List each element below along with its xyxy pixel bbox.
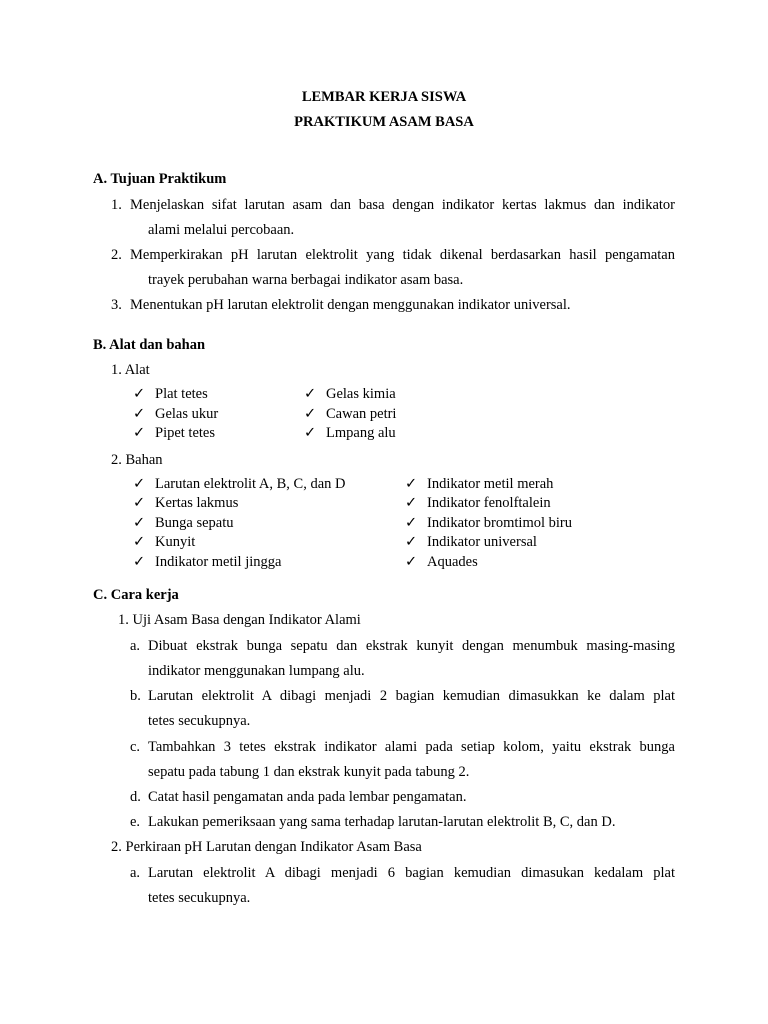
langkah-e-letter: e. (130, 814, 141, 830)
checkmark-icon: ✓ (405, 476, 418, 492)
langkah-2a-line-1: Larutan elektrolit A dibagi menjadi 6 bagian kemudian dimasukan kedalam plat (148, 865, 675, 881)
checkmark-icon: ✓ (133, 515, 146, 531)
checkmark-icon: ✓ (133, 554, 146, 570)
langkah-d-line-1: Catat hasil pengamatan anda pada lembar pengamatan. (148, 789, 467, 805)
tujuan-3-line-1: Menentukan pH larutan elektrolit dengan menggunakan indikator universal. (130, 297, 571, 313)
tujuan-2-line-2: trayek perubahan warna berbagai indikator asam basa. (148, 272, 464, 288)
checkmark-icon: ✓ (133, 386, 146, 402)
langkah-c-line-1: Tambahkan 3 tetes ekstrak indikator alami pada setiap kolom, yaitu ekstrak bunga (148, 739, 675, 755)
bahan-item: ✓ Indikator fenolftalein (405, 495, 551, 511)
checkmark-icon: ✓ (133, 476, 146, 492)
alat-item: ✓ Gelas ukur (133, 406, 219, 422)
alat-item: ✓ Gelas kimia (304, 386, 396, 402)
langkah-b-letter: b. (130, 688, 141, 704)
bahan-item: ✓ Indikator bromtimol biru (405, 515, 572, 531)
bahan-item: ✓ Aquades (405, 554, 478, 570)
title-line-1: LEMBAR KERJA SISWA (301, 89, 467, 105)
langkah-c-letter: c. (130, 739, 141, 755)
langkah-c-line-2: sepatu pada tabung 1 dan ekstrak kunyit pada tabung 2. (148, 764, 470, 780)
tujuan-1-line-2: alami melalui percobaan. (148, 222, 295, 238)
checkmark-icon: ✓ (133, 534, 146, 550)
langkah-2a-letter: a. (130, 865, 141, 881)
checkmark-icon: ✓ (405, 495, 418, 511)
langkah-b-line-1: Larutan elektrolit A dibagi menjadi 2 bagian kemudian dimasukkan ke dalam plat (148, 688, 675, 704)
langkah-a-line-1: Dibuat ekstrak bunga sepatu dan ekstrak kunyit dengan menumbuk masing-masing (148, 638, 675, 654)
cara-kerja-sub-1-label: 1. Uji Asam Basa dengan Indikator Alami (118, 612, 361, 628)
tujuan-1-line-1: Menjelaskan sifat larutan asam dan basa dengan indikator kertas lakmus dan indikator (130, 197, 675, 213)
tujuan-1-number: 1. (111, 197, 122, 213)
bahan-item: ✓ Bunga sepatu (133, 515, 234, 531)
checkmark-icon: ✓ (304, 406, 317, 422)
checkmark-icon: ✓ (405, 554, 418, 570)
alat-item: ✓ Cawan petri (304, 406, 397, 422)
alat-label: 1. Alat (111, 362, 150, 378)
langkah-2a-line-2: tetes secukupnya. (148, 890, 251, 906)
bahan-item: ✓ Indikator metil jingga (133, 554, 282, 570)
tujuan-2-number: 2. (111, 247, 122, 263)
checkmark-icon: ✓ (133, 406, 146, 422)
langkah-d-letter: d. (130, 789, 141, 805)
bahan-item: ✓ Kertas lakmus (133, 495, 239, 511)
alat-item: ✓ Pipet tetes (133, 425, 216, 441)
langkah-a-line-2: indikator menggunakan lumpang alu. (148, 663, 365, 679)
langkah-b-line-2: tetes secukupnya. (148, 713, 251, 729)
section-b-heading: B. Alat dan bahan (93, 337, 206, 353)
tujuan-3-number: 3. (111, 297, 122, 313)
cara-kerja-sub-2-label: 2. Perkiraan pH Larutan dengan Indikator Asam Basa (111, 839, 422, 855)
bahan-item: ✓ Indikator metil merah (405, 476, 554, 492)
checkmark-icon: ✓ (133, 425, 146, 441)
alat-item: ✓ Plat tetes (133, 386, 208, 402)
checkmark-icon: ✓ (405, 534, 418, 550)
checkmark-icon: ✓ (133, 495, 146, 511)
bahan-item: ✓ Larutan elektrolit A, B, C, dan D (133, 476, 346, 492)
bahan-label: 2. Bahan (111, 452, 163, 468)
title-line-2: PRAKTIKUM ASAM BASA (294, 114, 474, 130)
alat-item: ✓ Lmpang alu (304, 425, 396, 441)
bahan-item: ✓ Indikator universal (405, 534, 537, 550)
langkah-a-letter: a. (130, 638, 141, 654)
bahan-item: ✓ Kunyit (133, 534, 196, 550)
langkah-e-line-1: Lakukan pemeriksaan yang sama terhadap larutan-larutan elektrolit B, C, dan D. (148, 814, 616, 830)
section-c-heading: C. Cara kerja (93, 587, 179, 603)
checkmark-icon: ✓ (304, 425, 317, 441)
checkmark-icon: ✓ (304, 386, 317, 402)
checkmark-icon: ✓ (405, 515, 418, 531)
section-a-heading: A. Tujuan Praktikum (93, 171, 227, 187)
tujuan-2-line-1: Memperkirakan pH larutan elektrolit yang tidak dikenal berdasarkan hasil pengamatan (130, 247, 675, 263)
